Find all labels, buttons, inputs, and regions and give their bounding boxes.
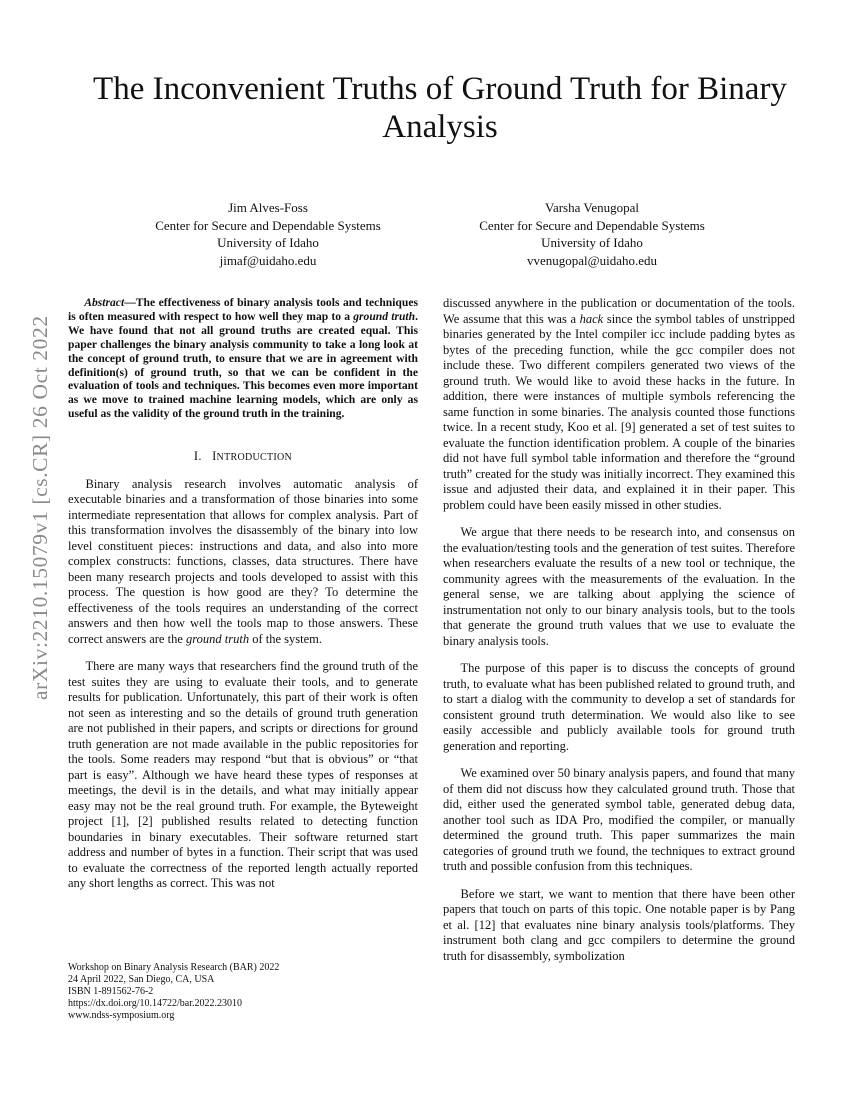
footnote-line: ISBN 1-891562-76-2 <box>68 986 154 997</box>
paper-title: The Inconvenient Truths of Ground Truth for Binary Analysis <box>93 71 787 145</box>
author-name: Jim Alves-Foss <box>228 200 308 215</box>
footnote-line: Workshop on Binary Analysis Research (BAR) 2022 <box>68 962 280 973</box>
author-name: Varsha Venugopal <box>545 200 639 215</box>
section-title-initial: I <box>212 449 217 464</box>
paragraph-text: discussed anywhere in the publication or documentation of the tools. We assume that this was a <box>443 296 795 326</box>
author-institution: University of Idaho <box>541 235 643 250</box>
paragraph: The purpose of this paper is to discuss the concepts of ground truth, to evaluate what has been published related to ground truth, and to start a dialog with the community to develop a set of standards for consistent ground truth determination. We would also like to see easily accessible and publicly available tools for ground truth generation and reporting. <box>443 661 795 753</box>
paragraph-text: of the system. <box>249 631 323 646</box>
author-block <box>118 199 418 269</box>
author-email: vvenugopal@uidaho.edu <box>526 252 658 268</box>
paragraph <box>68 477 418 648</box>
arxiv-identifier: arXiv:2210.15079v1 [cs.CR] 26 Oct 2022 <box>28 315 52 701</box>
paragraph: We examined over 50 binary analysis papers, and found that many of them did not discuss how they calculated ground truth. Those that did, either used the generated symbol table, generated debug data, another tool such as IDA Pro, modified the compiler, or manually determined the ground truth. This paper summarizes the main categories of ground truth we found, the techniques to extract ground truth and possible confusion from this techniques. <box>443 766 795 873</box>
abstract <box>68 296 418 421</box>
paragraph: Before we start, we want to mention that there have been other papers that touch on parts of this topic. One notable paper is by Pang et al. [12] that evaluates nine binary analysis tools/platforms. They instrument both clang and gcc compilers to determine the ground truth for disassembly, symbolization <box>443 886 795 963</box>
footnote-website-link[interactable]: www.ndss-symposium.org <box>68 1010 175 1021</box>
section-number: I. <box>193 449 202 464</box>
right-column <box>443 296 795 964</box>
paragraph-emphasis: ground truth <box>186 631 250 646</box>
paragraph-text: Binary analysis research involves automatic analysis of executable binaries and a transformation of those binaries into some intermediate representation that allows for complex analysis. Part of this transformation involves the disassembly of the binary into low level constituent pieces: instructions and data, and also into more complex constructs: functions, classes, data structures. There have been many research projects and tools developed to assist with this process. The question is how good are they? To determine the effectiveness of the tools requires an understanding of the correct answers and then how well the tools map to those answers. These correct answers are the <box>68 476 418 646</box>
author-affiliation: Center for Secure and Dependable Systems <box>479 217 705 233</box>
author-affiliation: Center for Secure and Dependable Systems <box>155 217 381 233</box>
author-block <box>442 199 742 269</box>
paragraph <box>443 296 795 513</box>
section-title-rest: NTRODUCTION <box>216 452 293 464</box>
abstract-emphasis: ground truth <box>353 309 416 323</box>
paragraph: There are many ways that researchers find the ground truth of the test suites they are using to evaluate their tools, and to generate results for publication. Unfortunately, this part of their work is often not seen as interesting and so the details of ground truth generation are not published in their papers, and scripts or directions for ground truth generation are not made available in the public repositories for the tools. Some readers may respond “but that is obvious” or “that part is easy”. Although we have heard these types of responses at meetings, the devil is in the details, and what may initially appear easy may not be the real ground truth. For example, the Byteweight project [1], [2] published results related to detecting function boundaries in binary executables. Their software returned start address and number of bytes in a function. Their script that was used to evaluate the correctness of the reported length actually reported any short lengths as correct. This was not <box>68 659 418 891</box>
section-heading <box>68 449 418 466</box>
abstract-text: . We have found that not all ground truths are created equal. This paper challenges the binary analysis community to take a long look at the concept of ground truth, to ensure that we are in agreement with definition(s) of ground truth, so that we can be confident in the evaluation of tools and techniques. This becomes even more important as we move to trained machine learning models, which are only as useful as the validity of the ground truth in the training. <box>68 309 419 421</box>
abstract-text: —The effectiveness of binary analysis tools and techniques is often measured with respect to how well they map to a <box>68 296 418 323</box>
footnote-line: 24 April 2022, San Diego, CA, USA <box>68 974 215 985</box>
paragraph-text: since the symbol tables of unstripped binaries generated by the Intel compiler icc include padding bytes as bytes of the preceding function, while the gcc compiler does not include these. Two different compilers generated two views of the ground truth. We would like to avoid these hacks in the future. In addition, there were instances of multiple symbols referencing the same function in some binaries. The analysis counted those functions twice. In a recent study, Koo et al. [9] generated a set of test suites to evaluate the function identification problem. A couple of the binaries did not have full symbol table information and therefore the “ground truth” created for the study was initially incorrect. They examined this issue and adjusted their data, and explained it in their paper. This problem could have been easily missed in other studies. <box>443 311 795 512</box>
author-email: jimaf@uidaho.edu <box>219 252 317 268</box>
paragraph: We argue that there needs to be research into, and consensus on the evaluation/testing tools and the generation of test suites. Therefore when researchers evaluate the results of a new tool or technique, the community agrees with the measurements of the evaluation. In the general sense, we are talking about applying the science of instrumentation not only to our binary analysis tools, but to the tools that generate the ground truth values that we use to evaluate the binary analysis tools. <box>443 525 795 648</box>
left-column <box>68 296 418 892</box>
author-institution: University of Idaho <box>217 235 319 250</box>
footnote-doi-link[interactable]: https://dx.doi.org/10.14722/bar.2022.23010 <box>68 998 242 1009</box>
abstract-label: Abstract <box>84 296 125 309</box>
paragraph-emphasis: hack <box>579 311 604 326</box>
conference-footnote <box>68 962 428 1022</box>
